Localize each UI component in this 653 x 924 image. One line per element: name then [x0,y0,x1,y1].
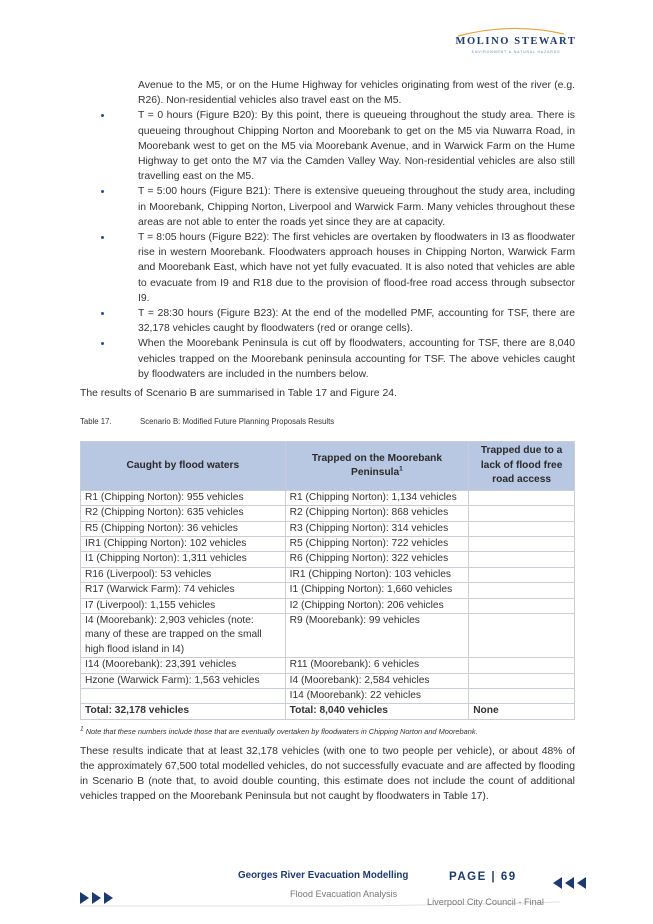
bullet-icon [101,114,104,117]
timeline-bullet-list [80,108,575,382]
table-cell: R6 (Chipping Norton): 322 vehicles [285,552,469,567]
table-cell [469,598,575,613]
table-cell: I14 (Moorebank): 23,391 vehicles [81,658,286,673]
back-arrows-icon [553,877,591,889]
table-cell [469,673,575,688]
table-cell [469,490,575,505]
table-cell [81,688,286,703]
table-row [81,521,575,536]
table-caption-text: Scenario B: Modified Future Planning Proposals Results [140,417,335,427]
table-cell: R5 (Chipping Norton): 722 vehicles [285,536,469,551]
bullet-item [80,230,575,306]
table-cell: Hzone (Warwick Farm): 1,563 vehicles [81,673,286,688]
table-row [81,583,575,598]
table-cell: I1 (Chipping Norton): 1,311 vehicles [81,552,286,567]
table-cell [469,688,575,703]
table-cell: R9 (Moorebank): 99 vehicles [285,613,469,657]
table-cell: I7 (Liverpool): 1,155 vehicles [81,598,286,613]
bullet-text: T = 28:30 hours (Figure B23): At the end of the modelled PMF, accounting for TSF, there are 32,178 vehicles caught by floodwaters (red or orange cells). [138,308,575,335]
table-cell: R11 (Moorebank): 6 vehicles [285,658,469,673]
table-cell: I4 (Moorebank): 2,584 vehicles [285,673,469,688]
bullet-item [80,108,575,184]
header-trapped-road-access: Trapped due to a lack of flood free road access [469,442,575,490]
table-cell [469,658,575,673]
total-trapped-peninsula: Total: 8,040 vehicles [285,704,469,719]
table-cell [469,613,575,657]
table-row [81,598,575,613]
forward-arrows-icon [80,892,118,904]
table-cell: R3 (Chipping Norton): 314 vehicles [285,521,469,536]
bullet-text: When the Moorebank Peninsula is cut off by floodwaters, accounting for TSF, there are 8,040 vehicles trapped on the Moorebank peninsula accounting for TSF. The above vehicles caught by floodwaters are included in the numbers below. [138,338,575,380]
conclusion-paragraph: These results indicate that at least 32,178 vehicles (with one to two people per vehicle), or about 48% of the approximately 67,500 total modelled vehicles, do not successfully evacuate and are affected by flooding in Scenario B (note that, to avoid double counting, this estimate does not include the count of additional vehicles trapped on the Moorebank Peninsula but not caught by floodwaters in Table 17). [80,745,575,803]
footnote-text: Note that these numbers include those that are eventually overtaken by floodwaters in Chipping Norton and Moorebank. [85,726,478,736]
table-caption-number: Table 17. [80,417,112,427]
footnote-marker: 1 [80,725,84,733]
footer-subtitle: Flood Evacuation Analysis [290,889,398,899]
bullet-item [80,184,575,230]
bullet-icon [101,312,104,315]
table-cell [469,521,575,536]
table-row [81,613,575,657]
total-trapped-road-access: None [469,704,575,719]
table-row [81,567,575,582]
results-table [80,441,575,719]
bullet-item [80,306,575,336]
page-number: PAGE | 69 [449,871,517,883]
table-cell [469,567,575,582]
page-content [80,78,575,805]
bullet-icon [101,342,104,345]
table-cell: R2 (Chipping Norton): 635 vehicles [81,506,286,521]
intro-continuation: Avenue to the M5, or on the Hume Highway for vehicles originating from west of the river (e.g. R26). Non-residential vehicles also travel east on the M5. [138,80,575,107]
table-cell: I4 (Moorebank): 2,903 vehicles (note: many of these are trapped on the small high flood island in I4) [81,613,286,657]
table-cell [469,536,575,551]
table-cell: R1 (Chipping Norton): 955 vehicles [81,490,286,505]
header-trapped-peninsula-label: Trapped on the Moorebank Peninsula [311,452,443,479]
bullet-icon [101,236,104,239]
table-header-row [81,442,575,490]
table-cell: I14 (Moorebank): 22 vehicles [285,688,469,703]
results-summary: The results of Scenario B are summarised in Table 17 and Figure 24. [80,388,397,400]
table-cell: R17 (Warwick Farm): 74 vehicles [81,583,286,598]
header-caught: Caught by flood waters [81,442,286,490]
company-logo [430,26,590,62]
table-cell [469,506,575,521]
table-cell: IR1 (Chipping Norton): 103 vehicles [285,567,469,582]
table-cell: I1 (Chipping Norton): 1,660 vehicles [285,583,469,598]
table-cell: I2 (Chipping Norton): 206 vehicles [285,598,469,613]
table-cell [469,552,575,567]
header-trapped-peninsula [285,442,469,490]
table-row [81,673,575,688]
table-cell: R2 (Chipping Norton): 868 vehicles [285,506,469,521]
table-cell [469,583,575,598]
table-row [81,490,575,505]
logo-name: MOLINO STEWART [455,36,577,47]
bullet-text: T = 0 hours (Figure B20): By this point, there is queueing throughout the study area. There is queueing throughout Chipping Norton and Moorebank to get on the M5 via Nuwarra Road, in Moorebank west to get on the M5 via Moorebank Avenue, and in Warwick Farm on the Hume Highway to get onto the M7 via the Camden Valley Way. Non-residential vehicles are also still travelling east on the M5. [138,110,575,183]
table-cell: IR1 (Chipping Norton): 102 vehicles [81,536,286,551]
table-cell: R1 (Chipping Norton): 1,134 vehicles [285,490,469,505]
table-cell: R5 (Chipping Norton): 36 vehicles [81,521,286,536]
table-footnote [80,726,575,737]
bullet-text: T = 8:05 hours (Figure B22): The first vehicles are overtaken by floodwaters in I3 as floodwater rise in western Moorebank. Floodwaters approach houses in Chipping Norton, Warwick Farm and Moorebank East, which have not yet fully evacuated. It is also noted that vehicles are able to evacuate from I9 and R18 due to the provision of flood-free road access through subsector I9. [138,232,575,304]
page-footer [0,860,653,924]
table-row [81,506,575,521]
table-row [81,552,575,567]
table-cell: R16 (Liverpool): 53 vehicles [81,567,286,582]
logo-tagline: ENVIRONMENT & NATURAL HAZARDS [471,50,561,54]
footer-client: Liverpool City Council - Final [427,897,544,907]
bullet-item [80,336,575,382]
table-row [81,658,575,673]
table-total-row [81,704,575,719]
table-row [81,688,575,703]
table-row [81,536,575,551]
total-caught: Total: 32,178 vehicles [81,704,286,719]
bullet-text: T = 5:00 hours (Figure B21): There is extensive queueing throughout the study area, including in Moorebank, Chipping Norton, Liverpool and Warwick Farm. Many vehicles throughout these areas are not able to enter the roads yet since they are at capacity. [138,186,575,228]
footer-title: Georges River Evacuation Modelling [238,870,409,881]
header-footnote-marker: 1 [399,465,403,473]
table-caption [80,414,575,429]
bullet-icon [101,190,104,193]
